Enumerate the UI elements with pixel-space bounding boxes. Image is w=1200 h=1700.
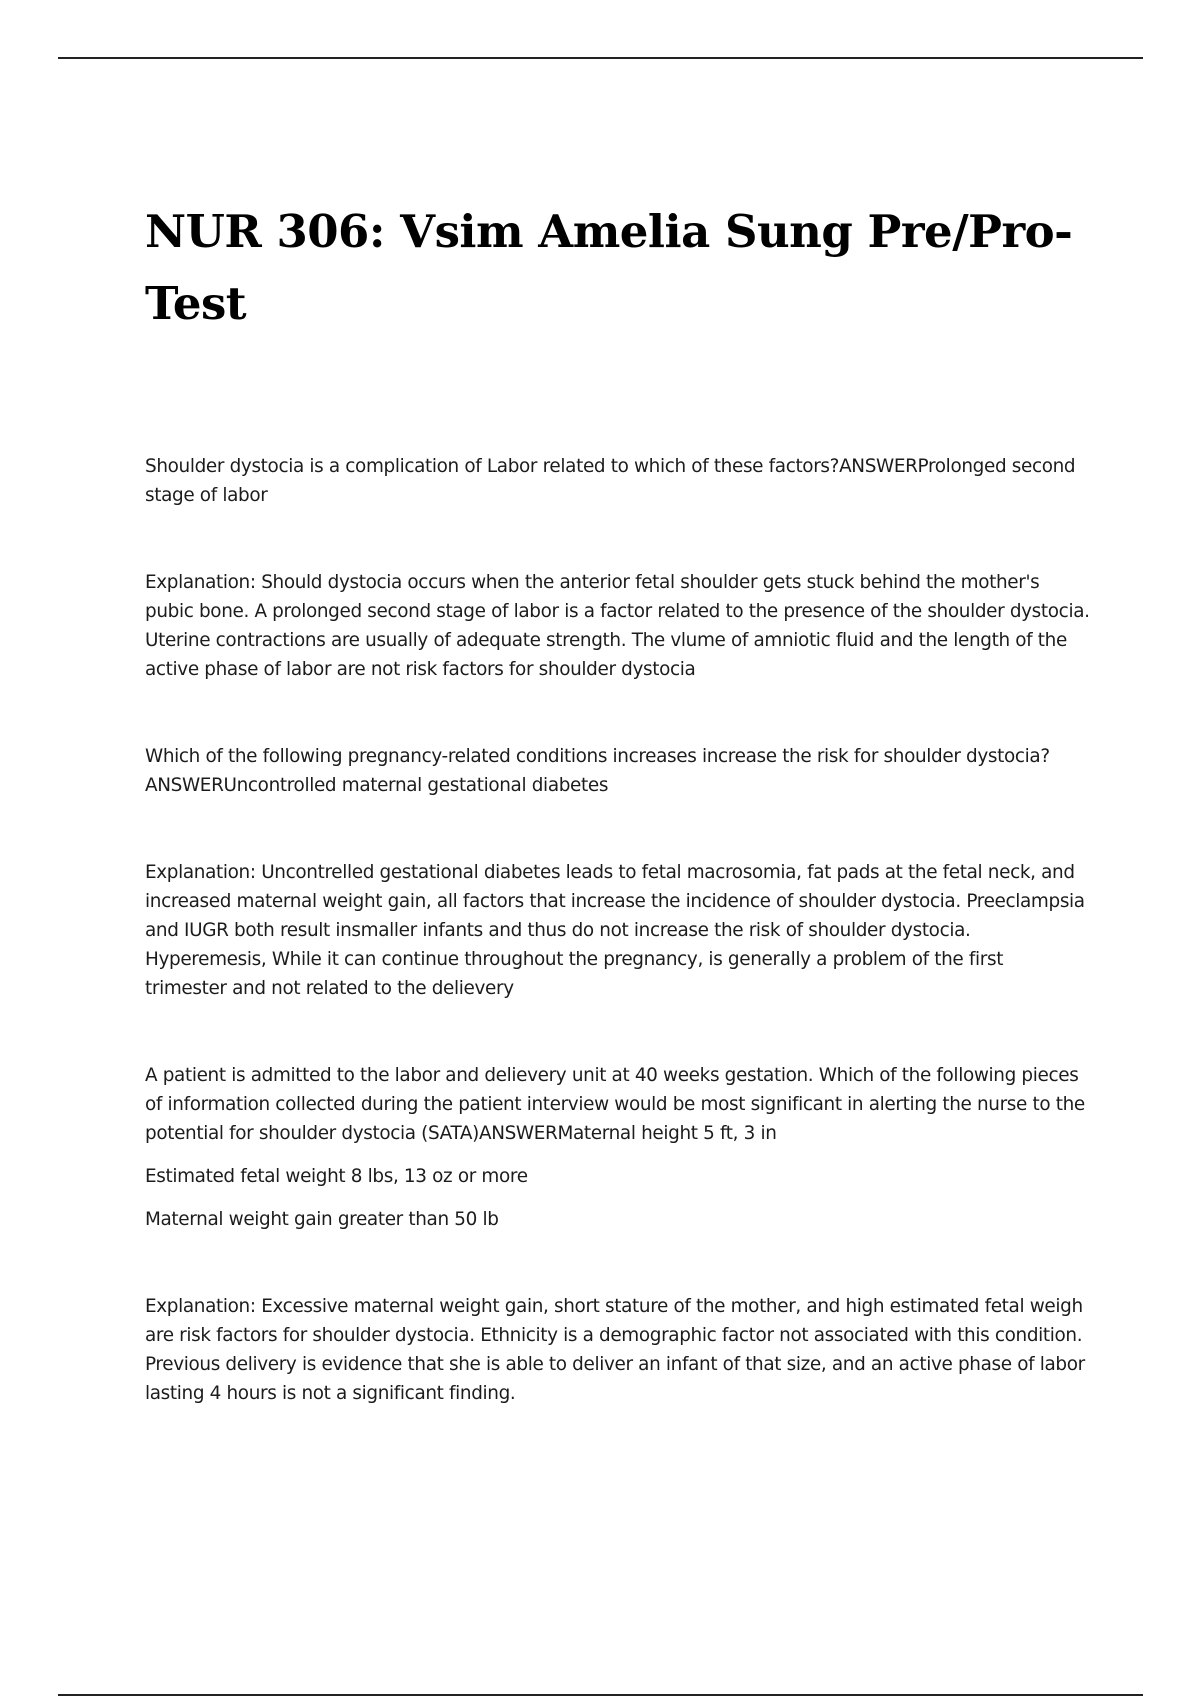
answer-item: Estimated fetal weight 8 lbs, 13 oz or more	[145, 1166, 528, 1187]
bottom-divider	[58, 1694, 1143, 1696]
document-body	[145, 196, 1090, 1408]
answer-item: Maternal weight gain greater than 50 lb	[145, 1209, 499, 1230]
explanation-3: Explanation: Excessive maternal weight gain, short stature of the mother, and high estimated fetal weigh are risk factors for shoulder dystocia. Ethnicity is a demographic factor not associated with this condition. Previous delivery is evidence that she is able to deliver an infant of that size, and an active phase of labor lasting 4 hours is not a significant finding.	[145, 1296, 1085, 1404]
explanation-2: Explanation: Uncontrelled gestational diabetes leads to fetal macrosomia, fat pads at the fetal neck, and increased maternal weight gain, all factors that increase the incidence of shoulder dystocia. Preeclampsia and IUGR both result insmaller infants and thus do not increase the risk of shoulder dystocia. Hyperemesis, While it can continue throughout the pregnancy, is generally a problem of the first trimester and not related to the delievery	[145, 862, 1085, 999]
top-divider	[58, 57, 1143, 59]
question-3: A patient is admitted to the labor and delievery unit at 40 weeks gestation. Which of the following pieces of information collected during the patient interview would be most significant in alerting the nurse to the potential for shoulder dystocia (SATA)ANSWERMaternal height 5 ft, 3 in	[145, 1065, 1085, 1144]
question-2: Which of the following pregnancy-related conditions increases increase the risk for shoulder dystocia?ANSWERUncontrolled maternal gestational diabetes	[145, 746, 1050, 796]
question-1: Shoulder dystocia is a complication of Labor related to which of these factors?ANSWERProlonged second stage of labor	[145, 456, 1076, 506]
document-title: NUR 306: Vsim Amelia Sung Pre/Pro-Test	[145, 205, 1073, 330]
explanation-1: Explanation: Should dystocia occurs when the anterior fetal shoulder gets stuck behind the mother's pubic bone. A prolonged second stage of labor is a factor related to the presence of the shoulder dystocia. Uterine contractions are usually of adequate strength. The vlume of amniotic fluid and the length of the active phase of labor are not risk factors for shoulder dystocia	[145, 572, 1090, 680]
